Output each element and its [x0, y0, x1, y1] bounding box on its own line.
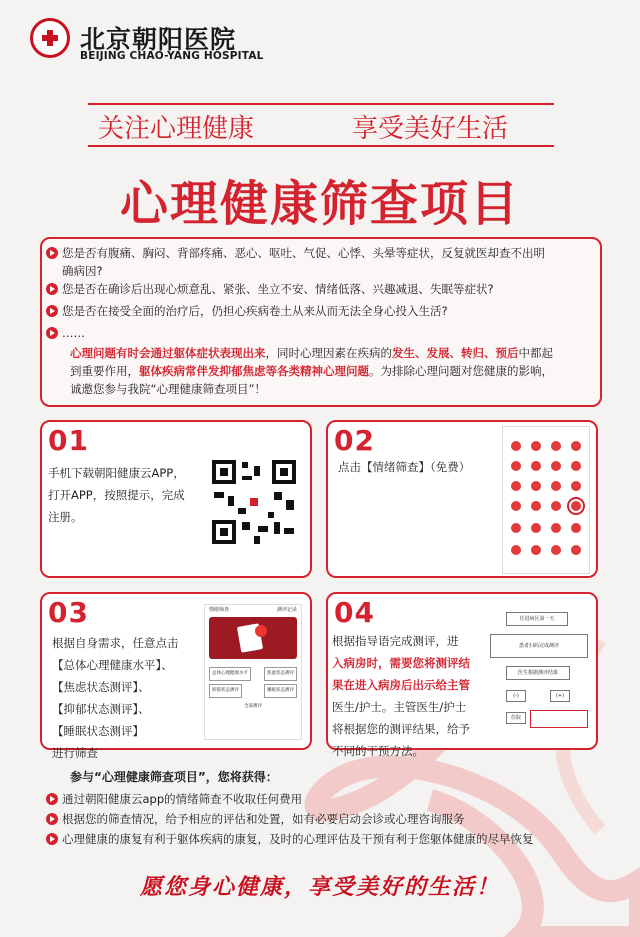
slogan-right: 享受美好生活: [352, 114, 509, 144]
bullet-icon: [46, 813, 58, 825]
step-3-text: 根据自身需求，任意点击 【总体心理健康水平】、 【焦虑状态测评】、 【抑郁状态测评】、 【睡眠状态测评】 进行筛查: [52, 636, 179, 760]
app-home-screenshot: [502, 426, 590, 574]
hospital-logo-icon: [30, 18, 70, 58]
question-1-cont: 确病因?: [62, 264, 103, 278]
bullet-icon: [46, 305, 58, 317]
benefit-item: 心理健康的康复有利于躯体疾病的康复，及时的心理评估及干预有利于您躯体健康的尽早恢复: [46, 830, 534, 848]
app-header-tab: 测评记录: [276, 607, 297, 613]
step-4-text: 根据指导语完成测评，进 入病房时，需要您将测评结 果在进入病房后出示给主管 医生/护士。主管医生/护士 将根据您的测评结果，给予 不同的干预方法。: [332, 634, 470, 758]
question-1: 您是否有腹痛、胸闷、背部疼痛、恶心、呕吐、气促、心悸、头晕等症状，反复就医却查不出明: [46, 244, 545, 262]
bullet-icon: [46, 283, 58, 295]
bullet-icon: [46, 327, 58, 339]
step-1-number: 01: [48, 424, 89, 457]
question-4: ……: [46, 324, 85, 342]
hospital-name-cn: 北京朝阳医院: [80, 25, 237, 54]
step-4-number: 04: [334, 596, 375, 629]
closing-slogan: 愿您身心健康，享受美好的生活！: [139, 874, 500, 900]
qr-code-icon[interactable]: [208, 456, 300, 548]
screening-app-screenshot: 情绪筛查 测评记录 总体心理健康水平 焦虑状态测评 抑郁状态测评 睡眠状态测评 全部测评: [204, 604, 302, 740]
benefit-item: 通过朝阳健康云app的情绪筛查不收取任何费用: [46, 790, 302, 808]
app-header-title: 情绪筛查: [209, 607, 230, 613]
benefits-title: 参与“心理健康筛查项目”，您将获得：: [70, 770, 278, 784]
process-flowchart: 住进病区第一天 患者扫码完成测评 医生根据测评结果 (-) (+) 住院: [484, 600, 592, 740]
benefit-item: 根据您的筛查情况，给予相应的评估和处置，如有必要启动会诊或心理咨询服务: [46, 810, 465, 828]
bullet-icon: [46, 247, 58, 259]
slogan-left: 关注心理健康: [98, 114, 255, 144]
bullet-icon: [46, 793, 58, 805]
step-1-text: 手机下载朝阳健康云APP， 打开APP，按照提示，完成 注册。: [48, 466, 185, 524]
intro-paragraph: 心理问题有时会通过躯体症状表现出来，同时心理因素在疾病的发生、发展、转归、预后中都起 到重要作用，躯体疾病常伴发抑郁焦虑等各类精神心理问题。为排除心理问题对您健康的影响， 诚邀您参与我院“心理健康筛查项目”！: [70, 346, 553, 396]
page-title: 心理健康筛查项目: [119, 176, 520, 232]
bullet-icon: [46, 833, 58, 845]
question-3: 您是否在接受全面的治疗后，仍担心疾病卷土从来从而无法全身心投入生活?: [46, 302, 448, 320]
step-3-number: 03: [48, 596, 89, 629]
step-2-number: 02: [334, 424, 375, 457]
step-2-text: 点击【情绪筛查】（免费）: [338, 460, 471, 474]
question-2: 您是否在确诊后出现心烦意乱、紧张、坐立不安、情绪低落、兴趣减退、失眠等症状?: [46, 280, 494, 298]
hospital-name-en: BEIJING CHAO-YANG HOSPITAL: [80, 50, 264, 62]
app-banner-image: [209, 617, 297, 659]
